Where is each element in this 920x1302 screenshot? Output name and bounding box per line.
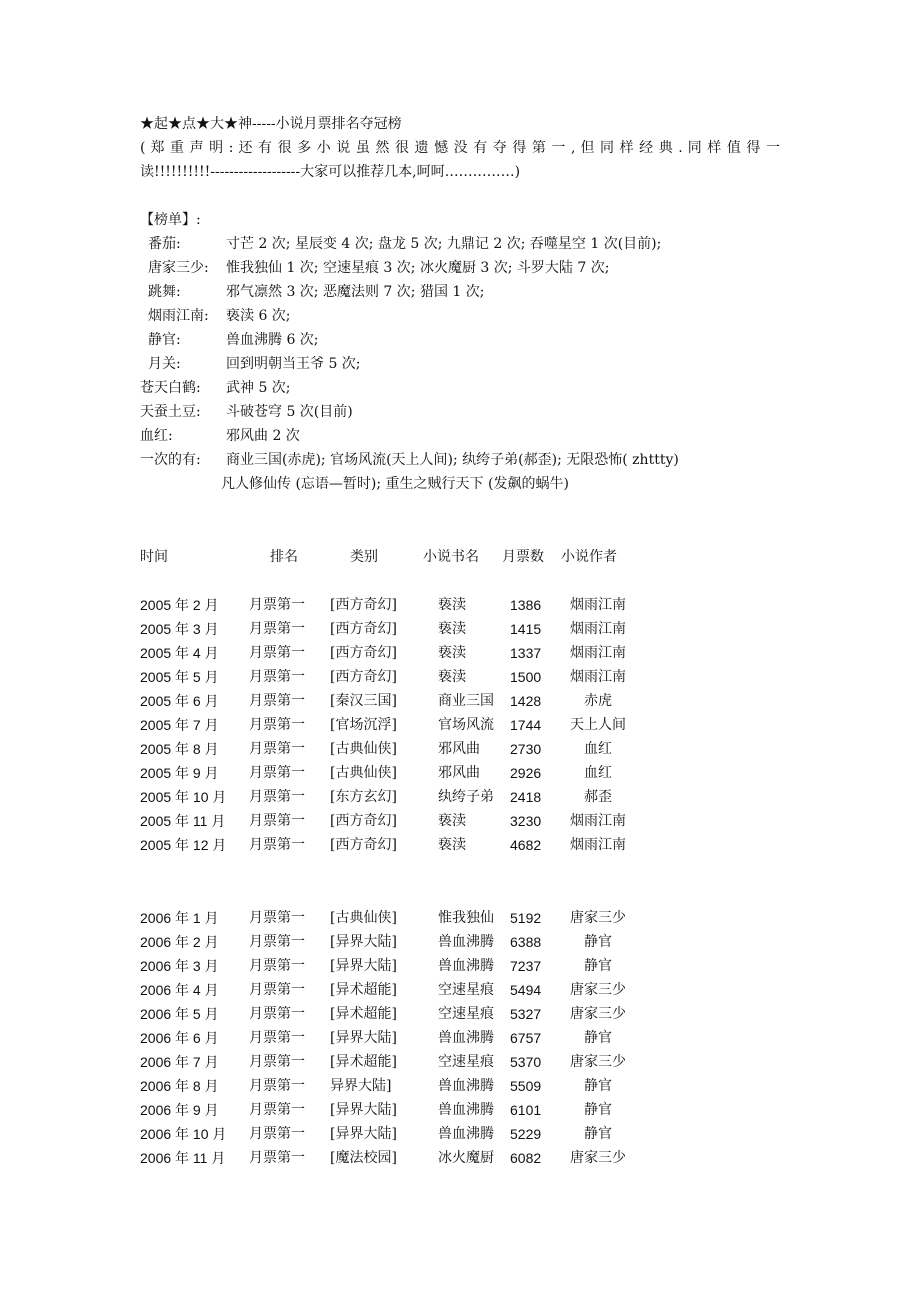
cell-book: 亵渎 [438,837,466,853]
cell-time: 2005 年 9 月 [140,765,219,781]
list-heading: 【榜单】: [140,212,201,228]
ranking-author: 一次的有: [140,452,201,468]
ranking-works: 回到明朝当王爷 5 次; [226,356,361,372]
ranking-works: 凡人修仙传 (忘语—暂时); 重生之贼行天下 (发飙的蜗牛) [221,476,569,492]
ranking-author: 血红: [140,428,173,444]
cell-category: [东方玄幻] [330,789,397,805]
cell-rank: 月票第一 [249,982,305,998]
cell-votes: 6388 [510,934,542,950]
cell-author: 静官 [584,934,612,950]
cell-author: 烟雨江南 [570,837,626,853]
ranking-works: 兽血沸腾 6 次; [226,332,319,348]
cell-votes: 5494 [510,982,542,998]
cell-time: 2005 年 11 月 [140,813,226,829]
cell-book: 兽血沸腾 [438,1126,494,1142]
header-author: 小说作者 [561,549,617,565]
cell-time: 2006 年 5 月 [140,1006,219,1022]
cell-category: [异界大陆] [330,934,397,950]
cell-category: [西方奇幻] [330,597,397,613]
cell-rank: 月票第一 [249,1006,305,1022]
cell-votes: 2926 [510,765,542,781]
cell-rank: 月票第一 [249,765,305,781]
cell-votes: 6757 [510,1030,542,1046]
cell-author: 烟雨江南 [570,813,626,829]
header-category: 类别 [350,549,378,565]
cell-author: 烟雨江南 [570,597,626,613]
ranking-author: 静官: [148,332,181,348]
cell-votes: 6082 [510,1150,542,1166]
cell-author: 烟雨江南 [570,621,626,637]
cell-author: 唐家三少 [570,982,626,998]
ranking-author: 天蚕土豆: [140,404,201,420]
cell-book: 亵渎 [438,621,466,637]
cell-book: 邪风曲 [438,741,480,757]
cell-author: 唐家三少 [570,910,626,926]
cell-rank: 月票第一 [249,669,305,685]
cell-category: [古典仙侠] [330,765,397,781]
cell-time: 2006 年 9 月 [140,1102,219,1118]
cell-time: 2005 年 12 月 [140,837,227,853]
cell-rank: 月票第一 [249,813,305,829]
cell-votes: 3230 [510,813,542,829]
ranking-author: 烟雨江南: [148,308,209,324]
cell-author: 唐家三少 [570,1006,626,1022]
cell-category: [西方奇幻] [330,813,397,829]
cell-category: [异界大陆] [330,1126,397,1142]
cell-category: [异界大陆] [330,958,397,974]
ranking-author: 月关: [148,356,181,372]
ranking-works: 武神 5 次; [226,380,291,396]
cell-rank: 月票第一 [249,741,305,757]
cell-book: 亵渎 [438,645,466,661]
cell-votes: 1500 [510,669,542,685]
cell-category: [异界大陆] [330,1102,397,1118]
cell-time: 2006 年 4 月 [140,982,219,998]
cell-book: 邪风曲 [438,765,480,781]
cell-rank: 月票第一 [249,645,305,661]
cell-book: 亵渎 [438,669,466,685]
ranking-author: 唐家三少: [148,260,209,276]
disclaimer-line-1: ( 郑 重 声 明 : 还 有 很 多 小 说 虽 然 很 遗 憾 没 有 夺 得 第 一 , 但 同 样 经 典 . 同 样 值 得 一 [140,140,780,156]
cell-author: 唐家三少 [570,1150,626,1166]
cell-book: 空速星痕 [438,1006,494,1022]
cell-book: 纨绔子弟 [438,789,494,805]
ranking-works: 斗破苍穹 5 次(目前) [226,404,353,420]
ranking-author: 跳舞: [148,284,181,300]
cell-time: 2005 年 5 月 [140,669,219,685]
cell-author: 血红 [584,741,612,757]
cell-rank: 月票第一 [249,621,305,637]
cell-votes: 5192 [510,910,542,926]
header-time: 时间 [140,549,168,565]
cell-category: [异界大陆] [330,1030,397,1046]
cell-time: 2006 年 3 月 [140,958,219,974]
cell-category: [西方奇幻] [330,837,397,853]
cell-author: 烟雨江南 [570,645,626,661]
cell-category: [官场沉浮] [330,717,397,733]
cell-author: 郝歪 [584,789,612,805]
cell-category: [魔法校园] [330,1150,397,1166]
cell-rank: 月票第一 [249,1054,305,1070]
ranking-author: 番茄: [148,236,181,252]
cell-votes: 1337 [510,645,542,661]
ranking-works: 寸芒 2 次; 星辰变 4 次; 盘龙 5 次; 九鼎记 2 次; 吞噬星空 1 次(目前); [226,236,662,252]
cell-author: 静官 [584,958,612,974]
cell-author: 唐家三少 [570,1054,626,1070]
header-votes: 月票数 [502,549,544,565]
cell-rank: 月票第一 [249,1102,305,1118]
cell-time: 2006 年 8 月 [140,1078,219,1094]
cell-book: 兽血沸腾 [438,1078,494,1094]
cell-author: 血红 [584,765,612,781]
cell-category: [古典仙侠] [330,910,397,926]
cell-votes: 1386 [510,597,542,613]
cell-rank: 月票第一 [249,958,305,974]
cell-rank: 月票第一 [249,910,305,926]
header-rank: 排名 [270,549,298,565]
cell-time: 2006 年 2 月 [140,934,219,950]
cell-rank: 月票第一 [249,1126,305,1142]
cell-book: 空速星痕 [438,982,494,998]
cell-book: 惟我独仙 [438,910,494,926]
header-book: 小说书名 [423,549,479,565]
cell-time: 2006 年 10 月 [140,1126,227,1142]
cell-author: 静官 [584,1102,612,1118]
cell-votes: 7237 [510,958,542,974]
cell-rank: 月票第一 [249,934,305,950]
cell-author: 静官 [584,1030,612,1046]
cell-time: 2006 年 6 月 [140,1030,219,1046]
cell-rank: 月票第一 [249,1030,305,1046]
cell-book: 兽血沸腾 [438,1030,494,1046]
cell-category: 异界大陆] [330,1078,392,1094]
cell-category: [西方奇幻] [330,645,397,661]
cell-time: 2006 年 11 月 [140,1150,226,1166]
ranking-author: 苍天白鹤: [140,380,201,396]
cell-time: 2005 年 6 月 [140,693,219,709]
cell-rank: 月票第一 [249,1078,305,1094]
cell-votes: 4682 [510,837,542,853]
cell-category: [异术超能] [330,1054,397,1070]
cell-votes: 1428 [510,693,542,709]
cell-category: [秦汉三国] [330,693,397,709]
cell-book: 亵渎 [438,813,466,829]
cell-votes: 5327 [510,1006,542,1022]
ranking-works: 邪风曲 2 次 [226,428,300,444]
cell-author: 天上人间 [570,717,626,733]
cell-book: 空速星痕 [438,1054,494,1070]
ranking-works: 亵渎 6 次; [226,308,291,324]
cell-category: [异术超能] [330,982,397,998]
cell-time: 2006 年 1 月 [140,910,219,926]
cell-category: [古典仙侠] [330,741,397,757]
cell-votes: 5370 [510,1054,542,1070]
cell-book: 兽血沸腾 [438,958,494,974]
cell-time: 2006 年 7 月 [140,1054,219,1070]
cell-book: 冰火魔厨 [438,1150,494,1166]
cell-author: 静官 [584,1126,612,1142]
cell-rank: 月票第一 [249,789,305,805]
cell-votes: 6101 [510,1102,542,1118]
ranking-works: 商业三国(赤虎); 官场风流(天上人间); 纨绔子弟(郝歪); 无限恐怖( zhttty) [226,452,679,468]
ranking-works: 邪气凛然 3 次; 恶魔法则 7 次; 猎国 1 次; [226,284,485,300]
cell-time: 2005 年 3 月 [140,621,219,637]
cell-category: [异术超能] [330,1006,397,1022]
cell-votes: 1415 [510,621,542,637]
cell-rank: 月票第一 [249,597,305,613]
cell-author: 赤虎 [584,693,612,709]
cell-rank: 月票第一 [249,693,305,709]
cell-book: 兽血沸腾 [438,934,494,950]
cell-time: 2005 年 2 月 [140,597,219,613]
cell-rank: 月票第一 [249,1150,305,1166]
cell-votes: 2418 [510,789,542,805]
cell-category: [西方奇幻] [330,621,397,637]
cell-book: 商业三国 [438,693,494,709]
cell-time: 2005 年 8 月 [140,741,219,757]
disclaimer-line-2: 读!!!!!!!!!!-------------------大家可以推荐几本,呵呵……………) [140,164,521,180]
cell-time: 2005 年 4 月 [140,645,219,661]
cell-book: 官场风流 [438,717,494,733]
cell-time: 2005 年 7 月 [140,717,219,733]
cell-time: 2005 年 10 月 [140,789,227,805]
cell-category: [西方奇幻] [330,669,397,685]
cell-votes: 5509 [510,1078,542,1094]
cell-author: 烟雨江南 [570,669,626,685]
ranking-works: 惟我独仙 1 次; 空速星痕 3 次; 冰火魔厨 3 次; 斗罗大陆 7 次; [226,260,610,276]
cell-book: 亵渎 [438,597,466,613]
cell-votes: 5229 [510,1126,542,1142]
cell-rank: 月票第一 [249,717,305,733]
cell-votes: 2730 [510,741,542,757]
cell-book: 兽血沸腾 [438,1102,494,1118]
cell-votes: 1744 [510,717,542,733]
cell-author: 静官 [584,1078,612,1094]
document-title: ★起★点★大★神-----小说月票排名夺冠榜 [140,116,402,132]
cell-rank: 月票第一 [249,837,305,853]
